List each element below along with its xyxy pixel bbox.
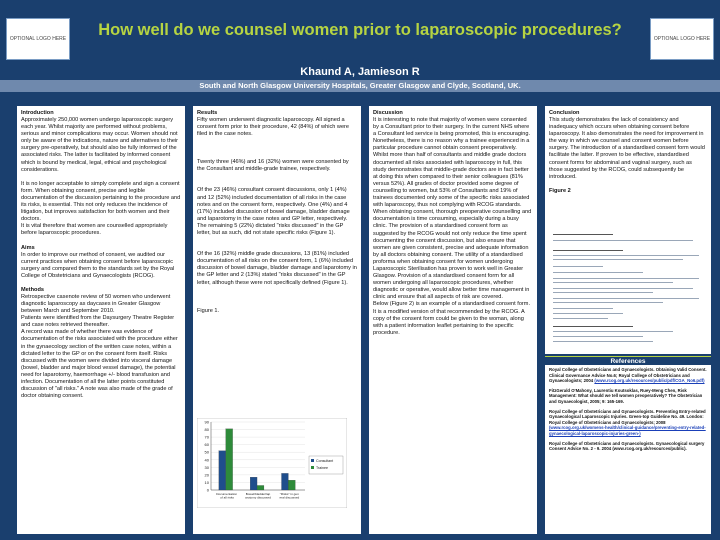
poster-authors: Khaund A, Jamieson R xyxy=(300,66,420,78)
methods-paragraph: Patients were identified from the Daysurgery Theatre Register and case notes retrieved thereafter. xyxy=(21,315,175,329)
y-tick-label: 40 xyxy=(204,457,209,463)
y-tick-label: 20 xyxy=(204,472,209,478)
legend-swatch xyxy=(311,459,314,462)
discussion-paragraph: Whilst more than half of consultants and middle grade doctors documented all risks associated with laparoscopy in full, this study demonstrates that middle-grade doctors are in fact better at doing this when compared to their senior colleagues (81% versus 52%). All grades of doctor provided some degree of counselling to women, but 53% of Consultants and 19% of trainees documented only some of the specific risks associated with laparoscopy, thus not complying with RCOG standards. xyxy=(373,152,530,209)
figure-1-label: Figure 1. xyxy=(197,307,220,314)
poster-header xyxy=(0,0,720,92)
references-heading: References xyxy=(545,356,711,365)
bar xyxy=(257,485,264,490)
results-paragraph: Of the 16 (32%) middle grade discussions, 13 (81%) included documentation of all risks on the consent form, 1 (6%) included discussion of bowel damage, bladder damage and laparotomy in the GP letter and 2 (13%) stated "risks discussed" in the GP letter, although these were not specifically defined (Figure 1). xyxy=(197,251,357,286)
introduction-paragraph: Approximately 250,000 women undergo laparoscopic surgery each year. Whilst majority are performed without problems, serious and minor complications may occur. Women should not only be aware of the indications, nature and alternatives to their surgery pre-operatively, but should also be fully informed of the associated risks. The latter is facilitated by informed consent which is bound by medical, legal, ethical and psychological considerations. xyxy=(21,117,179,173)
y-tick-label: 10 xyxy=(204,479,209,485)
bar xyxy=(282,473,289,490)
methods-paragraph: Retrospective casenote review of 50 women who underwent diagnostic laparoscopy as daycases in Greater Glasgow between March and September 2010. xyxy=(21,293,171,315)
discussion-heading: Discussion xyxy=(373,110,403,116)
reference-item: FitzGerald O'Mahony, Laurentiu Koutsoklas, Ruey-Meng Chen, Risk Management: What should we tell women preoperatively? The Obstetrician and Gynaecologist, 2005; 9: 165-169. xyxy=(549,387,703,404)
discussion-paragraph: When obtaining consent, thorough preoperative counselling and documentation is time consuming, especially during a busy clinic. The provision of a standardised consent form as suggested by the RCOG would not only reduce the time spent documenting the consent discussion, but also ensure that women are given consistent, precise and adequate information by all doctors obtaining consent. The utility of a standardised proforma when obtaining consent for women undergoing Laparoscopic Sterilisation has proven to work well in Greater Glasgow. Provision of a standardised consent form for all women undergoing all laparoscopic procedures, whether diagnostic or operative, would allow better time management in clinic and ensure that all aspects of risk are covered. xyxy=(373,209,532,301)
discussion-paragraph: Below (Figure 2) is an example of a standardised consent form. It is a modified version of that recommended by the RCOG. A copy of the consent form could be given to the woman, along with a patient information leaflet pertaining to the specific procedure. xyxy=(373,301,531,336)
x-tick-label: Documentation of all risks xyxy=(216,492,238,500)
x-tick-label: Bowel/bladder/lap arotomy discussed xyxy=(245,492,271,500)
bar xyxy=(226,429,233,490)
reference-text: Royal College of Obstetricians and Gynaecologists. Preventing Entry-related Gynaecological Laparoscopic Injuries. Green-top Guideline No. 49. London: Royal College of Obstetricians and Gynaecologists; 2008 xyxy=(549,408,706,425)
legend-swatch xyxy=(311,466,314,469)
legend-label: Trainee xyxy=(316,465,329,470)
legend-label: Consultant xyxy=(316,458,334,463)
bar xyxy=(219,451,226,490)
y-tick-label: 70 xyxy=(204,434,209,440)
introduction-paragraph: It is no longer acceptable to simply complete and sign a consent form. When obtaining consent, precise and legible documentation of the discussion pertaining to the procedure and its risks, is essential. This not only reduces the incidence of litigation, but improves satisfaction for both women and their doctors. xyxy=(21,180,181,223)
introduction-paragraph: It is vital therefore that women are counselled appropriately before laparoscopic procedures. xyxy=(21,223,168,237)
column-discussion xyxy=(369,106,537,534)
y-tick-label: 30 xyxy=(204,464,209,470)
logo-placeholder-left: OPTIONAL LOGO HERE xyxy=(6,18,70,60)
figure-1-bar-chart xyxy=(197,418,347,508)
conclusion-heading: Conclusion xyxy=(549,110,580,116)
reference-text: Royal College of Obstetricians and Gynaecologists. Obtaining Valid Consent. Clinical Governance Advice No.6; Royal College of Obstetricians and Gynaecologists; 2004 xyxy=(549,367,707,384)
y-tick-label: 50 xyxy=(204,449,209,455)
bar xyxy=(288,480,295,490)
methods-heading: Methods xyxy=(21,286,44,293)
references-panel xyxy=(545,356,711,534)
results-heading: Results xyxy=(197,110,218,116)
discussion-paragraph: It is interesting to note that majority of women were consented by a Consultant prior to their surgery. In the current NHS where a Consultant led service is being promoted, this is encouraging. Nonetheless, there is no reason why a trainee experienced in a particular procedure cannot obtain consent preoperatively. xyxy=(373,117,531,152)
reference-item: Royal College of Obstetricians and Gynaecologists. Gynaecological surgery Consent Advice No. 2 - 9. 2004 (www.rcog.org.uk/resources/public). xyxy=(549,440,705,452)
y-tick-label: 80 xyxy=(204,427,209,433)
figure-2-label: Figure 2 xyxy=(549,187,571,194)
reference-link[interactable]: (www.rcog.org.uk/resources/public/pdf/CGA_No6.pdf) xyxy=(594,378,705,384)
bar xyxy=(250,477,257,490)
y-tick-label: 60 xyxy=(204,442,209,448)
introduction-heading: Introduction xyxy=(21,110,54,116)
aims-heading: Aims xyxy=(21,244,35,251)
x-tick-label: "Risks" in gen eral discussed xyxy=(279,492,300,500)
reference-item xyxy=(549,367,707,384)
figure-2-consent-form-image xyxy=(549,228,707,346)
results-paragraph: Of the 23 (46%) consultant consent discussions, only 1 (4%) and 12 (52%) included documentation of all risks in the case notes and on the consent form, respectively. One (4%) and 4 (17%) included discussion of bowel damage, bladder damage and laparotomy in the case notes and GP letter, respectively. The remaining 5 (22%) dictated "risks discussed" in the GP letter, but as such, did not state specific risks (Figure 1). xyxy=(197,187,350,237)
aims-paragraph: In order to improve our method of consent, we audited our current practices when obtaining consent before laparoscopic surgery and compared them to the standards set by the Royal College of Obstetricians and Gynaecologists (RCOG). xyxy=(21,251,175,279)
y-tick-label: 90 xyxy=(204,419,209,425)
results-paragraph: Fifty women underwent diagnostic laparoscopy. All signed a consent form prior to their procedure, 42 (84%) of which were filed in the case notes. xyxy=(197,117,350,138)
results-paragraph: Twenty three (46%) and 16 (32%) women were consented by the Consultant and middle-grade trainee, respectively. xyxy=(197,159,349,173)
methods-paragraph: A record was made of whether there was evidence of documentation of the risks associated with the procedure either in the gynaecology section of the written case notes, within a dictated letter to the GP or on the consent form itself. Risks discussed with the women were divided into visceral damage (bowel, bladder and major blood vessel damage), the potential need for laparotomy, haemorrhage +/- blood transfusion and infection. Documentation of all the latter points constituted discussion of "all risks." A note was also made of the grade of doctor obtaining consent. xyxy=(21,329,178,400)
column-introduction xyxy=(17,106,185,534)
conclusion-paragraph: This study demonstrates the lack of consistency and inadequacy which occurs when obtaining consent before laparoscopy. It also demonstrates the need for improvement in the way in which we counsel and consent women before surgery. The introduction of a standardised consent form would facilitate the latter. If proven to be effective, standardised consent forms for abdominal and vaginal surgery, such as those suggested by the RCOG, could subsequently be introduced. xyxy=(549,117,705,180)
affiliation-bar: South and North Glasgow University Hospitals, Greater Glasgow and Clyde, Scotland, UK. xyxy=(0,80,720,92)
y-tick-label: 0 xyxy=(206,487,209,493)
poster-title: How well do we counsel women prior to laparoscopic procedures? xyxy=(98,21,622,39)
reference-link[interactable]: (www.rcog.org.uk/womens-health/clinical-guidance/preventing-entry-related-gynaecological-laparoscopic-injuries-green-) xyxy=(549,425,706,436)
reference-item xyxy=(549,409,707,437)
logo-placeholder-right: OPTIONAL LOGO HERE xyxy=(650,18,714,60)
